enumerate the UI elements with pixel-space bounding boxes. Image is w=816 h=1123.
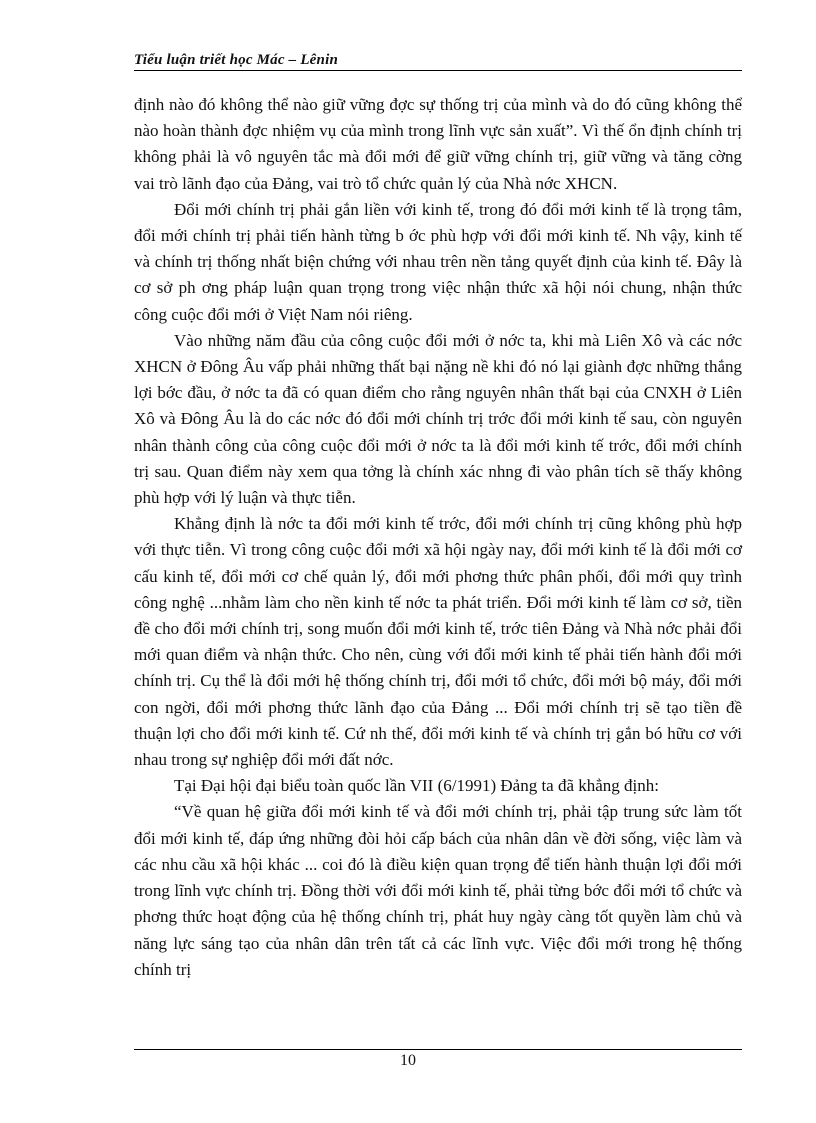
page-header	[134, 52, 742, 70]
footer-divider	[134, 1049, 742, 1050]
paragraph: Đổi mới chính trị phải gắn liền với kinh tế, trong đó đổi mới kinh tế là trọng tâm, đổi mới chính trị phải tiến hành từng b ớc phù hợp với đổi mới kinh tế. Nh vậy, kinh tế và chính trị thống nhất biện chứng với nhau trên nền tảng quyết định của kinh tế. Đây là cơ sở ph ơng pháp luận quan trọng trong việc nhận thức xã hội nói chung, nhận thức công cuộc đổi mới ở Việt Nam nói riêng.	[134, 199, 742, 324]
document-body	[134, 92, 742, 983]
paragraph: Vào những năm đầu của công cuộc đổi mới ở nớc ta, khi mà Liên Xô và các nớc XHCN ở Đông Âu vấp phải những thất bại nặng nề khi đó nó lại giành đợc những thắng lợi bớc đầu, ở nớc ta đã có quan điểm cho rằng nguyên nhân thất bại của CNXH ở Liên Xô và Đông Âu là do các nớc đó đổi mới chính trị trớc đổi mới kinh tế sau, còn nguyên nhân thành công của công cuộc đổi mới ở nớc ta là đổi mới kinh tế trớc, đổi mới chính trị sau. Quan điểm này xem qua tởng là chính xác nhng đi vào phân tích sẽ thấy không phù hợp với lý luận và thực tiễn.	[134, 330, 742, 508]
header-title: Tiểu luận triết học Mác – Lênin	[134, 52, 338, 68]
header-divider	[134, 70, 742, 71]
quoted-paragraph: “Về quan hệ giữa đổi mới kinh tế và đổi mới chính trị, phải tập trung sức làm tốt đổi mới kinh tế, đáp ứng những đòi hỏi cấp bách của nhân dân về đời sống, việc làm và các nhu cầu xã hội khác ... coi đó là điều kiện quan trọng để tiến hành thuận lợi đổi mới trong lĩnh vực chính trị. Đồng thời với đổi mới kinh tế, phải từng bớc đổi mới tổ chức và phơng thức hoạt động của hệ thống chính trị, phát huy ngày càng tốt quyền làm chủ và năng lực sáng tạo của nhân dân trên tất cả các lĩnh vực. Việc đổi mới trong hệ thống chính trị	[134, 802, 742, 979]
paragraph: Khẳng định là nớc ta đổi mới kinh tế trớc, đổi mới chính trị cũng không phù hợp với thực tiễn. Vì trong công cuộc đổi mới xã hội ngày nay, đổi mới kinh tế là đổi mới cơ cấu kinh tế, đổi mới cơ chế quản lý, đổi mới phơng thức phân phối, đổi mới quy trình công nghệ ...nhằm làm cho nền kinh tế nớc ta phát triển. Đổi mới kinh tế làm cơ sở, tiền đề cho đổi mới chính trị, song muốn đổi mới kinh tế, trớc tiên Đảng và Nhà nớc phải đổi mới quan điểm và nhận thức. Cho nên, cùng với đổi mới kinh tế phải tiến hành đổi mới chính trị. Cụ thể là đổi mới hệ thống chính trị, đổi mới tổ chức, đổi mới bộ máy, đổi mới con ngời, đổi mới phơng thức lãnh đạo của Đảng ... Đổi mới chính trị sẽ tạo tiền đề thuận lợi cho đổi mới kinh tế. Cứ nh thế, đổi mới kinh tế và chính trị gắn bó hữu cơ với nhau trong sự nghiệp đổi mới đất nớc.	[134, 514, 742, 770]
paragraph-continuation: định nào đó không thể nào giữ vững đợc sự thống trị của mình và do đó cũng không thể nào hoàn thành đợc nhiệm vụ của mình trong lĩnh vực sản xuất”. Vì thế ổn định chính trị không phải là vô nguyên tắc mà đổi mới để giữ vững chính trị, giữ vững và tăng cờng vai trò lãnh đạo của Đảng, vai trò tổ chức quản lý của Nhà nớc XHCN.	[134, 95, 742, 193]
page-number: 10	[400, 1052, 416, 1069]
paragraph: Tại Đại hội đại biểu toàn quốc lần VII (6/1991) Đảng ta đã khẳng định:	[174, 776, 660, 796]
